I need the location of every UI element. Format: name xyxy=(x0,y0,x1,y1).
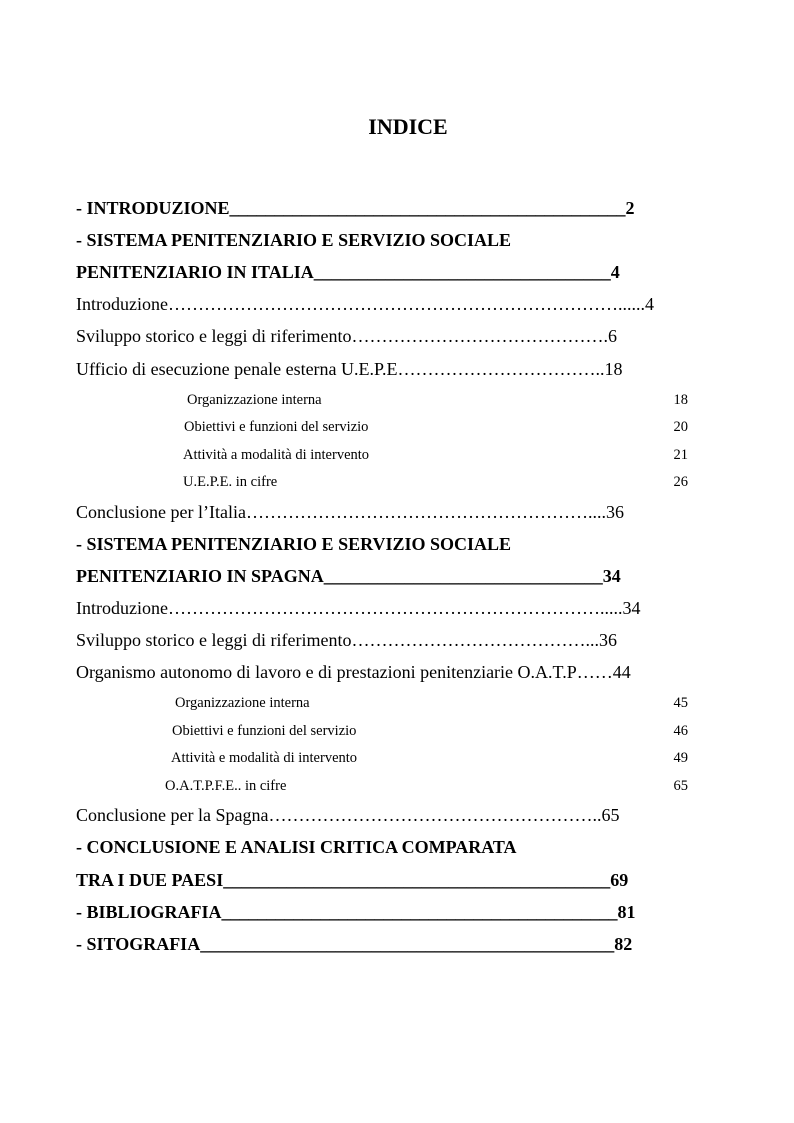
toc-entry-conclusione-heading-1: - CONCLUSIONE E ANALISI CRITICA COMPARATA xyxy=(76,837,517,857)
toc-entry-es-conclusione: Conclusione per la Spagna………………………………………………..65 xyxy=(76,805,620,825)
toc-sub-it-attivita-page: 21 xyxy=(673,447,688,463)
toc-entry-es-sviluppo: Sviluppo storico e leggi di riferimento…………………………………...36 xyxy=(76,630,617,650)
toc-entry-italia-heading-2: PENITENZIARIO IN ITALIA_________________________________4 xyxy=(76,262,620,282)
toc-sub-es-cifre: O.A.T.P.F.E.. in cifre xyxy=(165,778,287,794)
toc-sub-it-cifre-page: 26 xyxy=(673,474,688,490)
toc-sub-it-cifre: U.E.P.E. in cifre xyxy=(183,474,278,490)
toc-sub-es-organizzazione: Organizzazione interna xyxy=(175,695,310,711)
toc-sub-es-organizzazione-page: 45 xyxy=(673,695,688,711)
toc-entry-conclusione-heading-2: TRA I DUE PAESI___________________________________________69 xyxy=(76,870,629,890)
toc-sub-es-cifre-page: 65 xyxy=(673,778,688,794)
toc-entry-sitografia: - SITOGRAFIA______________________________________________82 xyxy=(76,934,633,954)
toc-sub-it-obiettivi: Obiettivi e funzioni del servizio xyxy=(184,419,369,435)
toc-entry-italia-heading-1: - SISTEMA PENITENZIARIO E SERVIZIO SOCIALE xyxy=(76,230,511,250)
toc-entry-it-uepe: Ufficio di esecuzione penale esterna U.E.P.E……………………………..18 xyxy=(76,359,623,379)
toc-sub-es-obiettivi: Obiettivi e funzioni del servizio xyxy=(172,723,357,739)
toc-entry-es-oatp: Organismo autonomo di lavoro e di prestazioni penitenziarie O.A.T.P……44 xyxy=(76,662,631,682)
toc-entry-spagna-heading-2: PENITENZIARIO IN SPAGNA_______________________________34 xyxy=(76,566,621,586)
toc-entry-it-introduzione: Introduzione…………………………………………………………………......4 xyxy=(76,294,654,314)
toc-sub-it-organizzazione-page: 18 xyxy=(673,392,688,408)
toc-sub-es-obiettivi-page: 46 xyxy=(673,723,688,739)
toc-entry-introduzione: - INTRODUZIONE____________________________________________2 xyxy=(76,198,635,218)
toc-entry-bibliografia: - BIBLIOGRAFIA____________________________________________81 xyxy=(76,902,636,922)
toc-sub-es-attivita-page: 49 xyxy=(673,750,688,766)
toc-sub-it-obiettivi-page: 20 xyxy=(673,419,688,435)
page-title: INDICE xyxy=(368,114,448,139)
toc-sub-it-attivita: Attività a modalità di intervento xyxy=(183,447,370,463)
toc-sub-es-attivita: Attività e modalità di intervento xyxy=(171,750,358,766)
toc-entry-it-conclusione: Conclusione per l’Italia…………………………………………………....36 xyxy=(76,502,624,522)
toc-sub-it-organizzazione: Organizzazione interna xyxy=(187,392,322,408)
toc-entry-it-sviluppo: Sviluppo storico e leggi di riferimento…………………………………….6 xyxy=(76,326,617,346)
toc-entry-es-introduzione: Introduzione……………………………………………………………….....34 xyxy=(76,598,641,618)
toc-entry-spagna-heading-1: - SISTEMA PENITENZIARIO E SERVIZIO SOCIALE xyxy=(76,534,511,554)
